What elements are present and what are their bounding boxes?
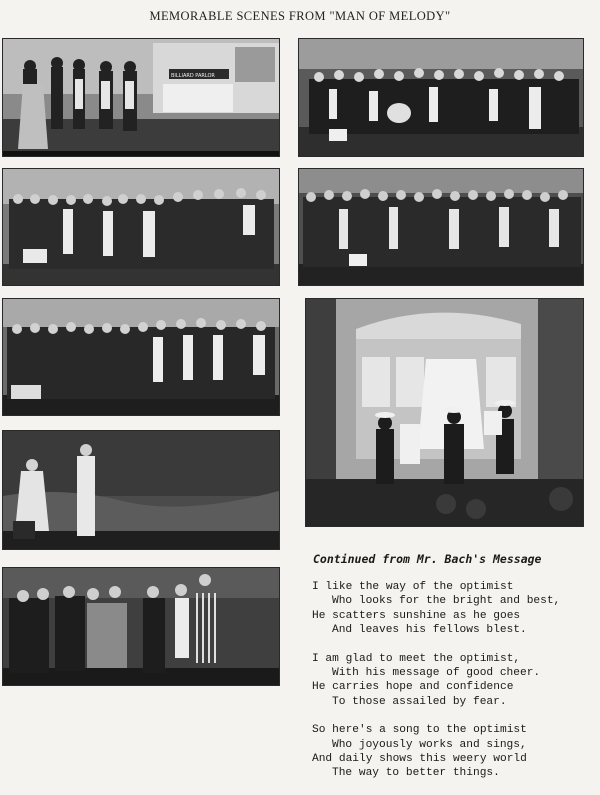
poem-stanza (312, 723, 597, 781)
page-title: MEMORABLE SCENES FROM "MAN OF MELODY" (149, 9, 451, 23)
billiard-sign: BILLIARD PARLOR (171, 73, 215, 79)
poem-line: With his message of good cheer. (332, 667, 541, 680)
poem-line: To those assailed by fear. (332, 695, 507, 708)
poem-stanza (312, 580, 597, 638)
poem-line: The way to better things. (332, 767, 500, 780)
poem-line: Who joyously works and sings, (332, 738, 527, 751)
poem-line: I like the way of the optimist (312, 581, 514, 593)
photo-street-scene-cast (2, 38, 280, 157)
photo-large-group-chorus (298, 168, 584, 286)
photo-ensemble-standing-rows (2, 298, 280, 416)
poem-line: And leaves his fellows blest. (332, 624, 527, 637)
poem (312, 580, 597, 795)
poem-line: So here's a song to the optimist (312, 724, 527, 737)
poem-line: I am glad to meet the optimist, (312, 652, 521, 665)
poem-line: He scatters sunshine as he goes (312, 609, 521, 622)
photo-trolley-car-backdrop (305, 298, 584, 527)
photo-line-of-performers-stage (2, 168, 280, 286)
poem-line: He carries hope and confidence (312, 681, 514, 694)
photo-group-with-striped-jacket (2, 567, 280, 686)
poem-stanza (312, 652, 597, 710)
poem-line: Who looks for the bright and best, (332, 595, 561, 608)
poem-line: And daily shows this weery world (312, 753, 527, 766)
photo-duet-against-curtain (2, 430, 280, 550)
message-heading: Continued from Mr. Bach's Message (313, 552, 542, 566)
photo-chorus-band-scene (298, 38, 584, 157)
